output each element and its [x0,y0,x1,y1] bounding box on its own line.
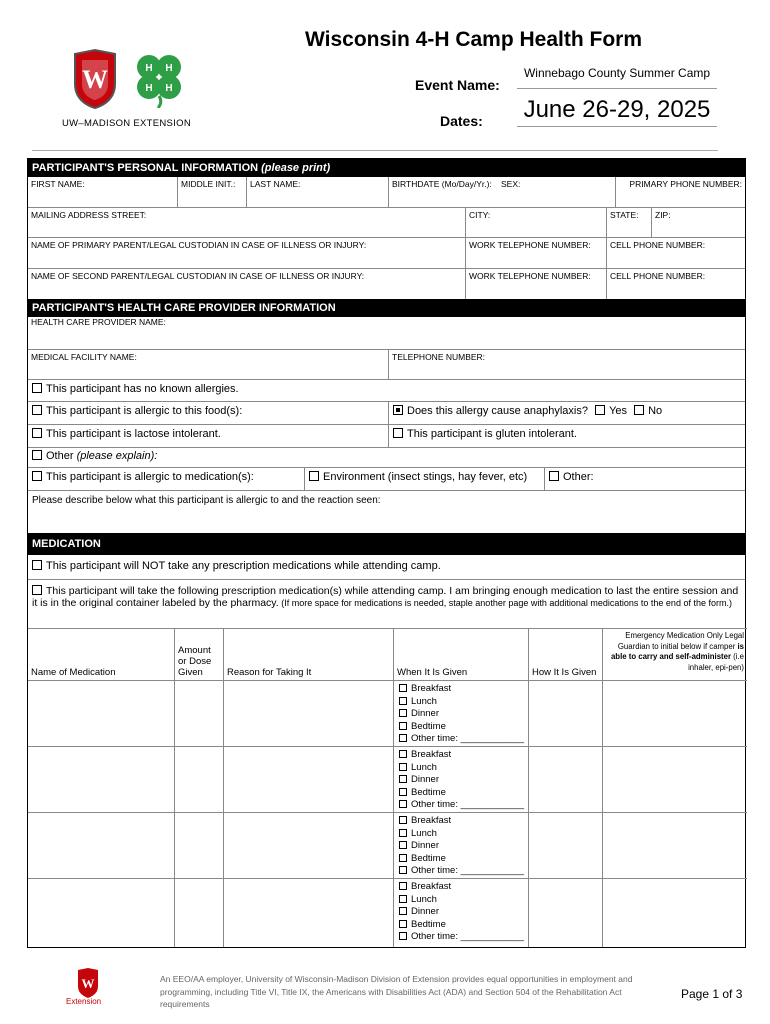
time-label: Bedtime [411,918,446,930]
time-option[interactable] [399,721,525,734]
time-checkbox[interactable] [399,684,407,692]
time-option[interactable] [399,799,525,812]
medication-reason-cell[interactable] [223,878,393,947]
city-field[interactable]: CITY: [465,208,606,237]
food-allergy-checkbox[interactable] [32,405,42,415]
will-take-medication-option[interactable]: This participant will take the following prescription medication(s) while attending camp. I am bringing enough medication to last the entire session and it is in the original container labeled by the pharmacy. (If more space for medications is needed, staple another page with additional medications to the end of the form.) [32,585,739,609]
event-name-value[interactable]: Winnebago County Summer Camp [517,66,717,89]
time-option[interactable] [399,749,525,762]
time-label: Dinner [411,774,439,786]
time-option[interactable] [399,733,525,746]
time-label: Other time: ____________ [411,733,525,745]
anaphylaxis-checkbox[interactable] [393,405,403,415]
svg-text:H: H [165,83,173,94]
time-checkbox[interactable] [399,788,407,796]
time-option[interactable] [399,931,525,944]
environment-allergy-option[interactable]: Environment (insect stings, hay fever, etc) [304,468,544,490]
facility-name-field[interactable]: MEDICAL FACILITY NAME: [31,352,137,362]
extension-footer-label: Extension [66,997,102,1006]
medication-header [28,533,745,555]
environment-allergy-checkbox[interactable] [309,471,319,481]
uw-crest-logo [70,48,120,110]
time-label: Lunch [411,695,437,707]
svg-text:W: W [82,65,108,94]
time-checkbox[interactable] [399,829,407,837]
time-option[interactable] [399,865,525,878]
other-allergy-2-checkbox[interactable] [549,471,559,481]
medication-name-cell[interactable] [28,812,174,878]
svg-text:H: H [145,83,153,94]
time-label: Lunch [411,827,437,839]
time-option[interactable] [399,894,525,907]
time-label: Dinner [411,906,439,918]
mailing-address-field[interactable]: MAILING ADDRESS STREET: [31,210,147,220]
col-reason-header: Reason for Taking It [223,628,393,680]
time-checkbox[interactable] [399,697,407,705]
gluten-option[interactable]: This participant is gluten intolerant. [388,425,745,447]
medication-how-cell[interactable] [528,746,602,812]
time-option[interactable] [399,828,525,841]
time-checkbox[interactable] [399,866,407,874]
time-option[interactable] [399,815,525,828]
no-medication-option[interactable]: This participant will NOT take any prescription medications while attending camp. [28,555,745,579]
allergy-description-field[interactable]: Please describe below what this participant is allergic to and the reaction seen: [32,495,381,506]
time-checkbox[interactable] [399,734,407,742]
primary-parent-field[interactable]: NAME OF PRIMARY PARENT/LEGAL CUSTODIAN IN CASE OF ILLNESS OR INJURY: [31,240,367,250]
col-how-header: How It Is Given [528,628,602,680]
first-name-field[interactable]: FIRST NAME: [31,179,85,189]
medication-when-cell [393,680,528,746]
lactose-option[interactable]: This participant is lactose intolerant. [28,425,388,447]
time-option[interactable] [399,774,525,787]
second-parent-field[interactable]: NAME OF SECOND PARENT/LEGAL CUSTODIAN IN CASE OF ILLNESS OR INJURY: [31,271,365,281]
header-divider [32,150,718,151]
medication-how-cell[interactable] [528,878,602,947]
gluten-checkbox[interactable] [393,428,403,438]
time-checkbox[interactable] [399,750,407,758]
cell-phone-2-field[interactable]: CELL PHONE NUMBER: [606,269,745,299]
time-checkbox[interactable] [399,882,407,890]
time-label: Other time: ____________ [411,865,525,877]
facility-phone-field[interactable]: TELEPHONE NUMBER: [388,350,745,379]
medication-dose-cell[interactable] [174,812,223,878]
time-checkbox[interactable] [399,816,407,824]
no-allergies-checkbox[interactable] [32,383,42,393]
medication-when-cell [393,878,528,947]
time-option[interactable] [399,708,525,721]
time-checkbox[interactable] [399,907,407,915]
time-label: Bedtime [411,852,446,864]
medication-how-cell[interactable] [528,812,602,878]
time-label: Lunch [411,761,437,773]
will-take-medication-checkbox[interactable] [32,585,42,595]
time-label: Lunch [411,893,437,905]
uw-extension-label: UW–MADISON EXTENSION [62,118,191,129]
svg-text:W: W [81,976,95,991]
state-field[interactable]: STATE: [606,208,651,237]
time-label: Breakfast [411,683,452,694]
time-label: Other time: ____________ [411,931,525,943]
provider-title: PARTICIPANT'S HEALTH CARE PROVIDER INFORMATION [32,302,336,314]
time-label: Breakfast [411,749,452,760]
form-title: Wisconsin 4-H Camp Health Form [305,28,643,51]
time-label: Dinner [411,708,439,720]
col-name-header: Name of Medication [28,628,174,680]
medication-table [28,628,745,680]
work-phone-1-field[interactable]: WORK TELEPHONE NUMBER: [465,238,606,268]
food-allergy-option[interactable]: This participant is allergic to this food(s): [28,402,388,424]
medication-dose-cell[interactable] [174,746,223,812]
time-option[interactable] [399,762,525,775]
time-checkbox[interactable] [399,800,407,808]
provider-header [28,299,745,317]
time-label: Bedtime [411,786,446,798]
medication-rows [28,680,745,947]
medication-reason-cell[interactable] [223,812,393,878]
provider-name-field[interactable]: HEALTH CARE PROVIDER NAME: [31,317,166,327]
time-label: Breakfast [411,881,452,892]
time-checkbox[interactable] [399,722,407,730]
personal-info-title: PARTICIPANT'S PERSONAL INFORMATION [32,162,262,174]
medication-allergy-checkbox[interactable] [32,471,42,481]
time-option[interactable] [399,906,525,919]
primary-phone-field[interactable]: PRIMARY PHONE NUMBER: [615,177,745,207]
time-checkbox[interactable] [399,854,407,862]
time-option[interactable] [399,881,525,894]
medication-allergy-option[interactable]: This participant is allergic to medication(s): [28,468,304,490]
time-checkbox[interactable] [399,763,407,771]
other-allergy-option[interactable]: Other (please explain): [28,448,745,467]
medication-name-cell[interactable] [28,746,174,812]
event-name-label: Event Name: [415,77,500,93]
work-phone-2-field[interactable]: WORK TELEPHONE NUMBER: [465,269,606,299]
emergency-initial-cell[interactable] [602,812,747,878]
zip-field[interactable]: ZIP: [651,208,745,237]
time-label: Breakfast [411,815,452,826]
no-medication-checkbox[interactable] [32,560,42,570]
cell-phone-1-field[interactable]: CELL PHONE NUMBER: [606,238,745,268]
lactose-checkbox[interactable] [32,428,42,438]
time-checkbox[interactable] [399,920,407,928]
middle-init-field[interactable]: MIDDLE INIT.: [177,177,246,207]
col-emergency-header: Emergency Medication Only Legal Guardian to initial below if camper is able to carry and self-administer (i.e inhaler, epi-pen) [602,628,747,680]
time-option[interactable] [399,853,525,866]
health-form [27,158,746,948]
time-option[interactable] [399,683,525,696]
emergency-initial-cell[interactable] [602,746,747,812]
time-checkbox[interactable] [399,709,407,717]
medication-name-cell[interactable] [28,680,174,746]
time-checkbox[interactable] [399,841,407,849]
no-allergies-option[interactable]: This participant has no known allergies. [28,380,745,401]
svg-text:H: H [145,63,153,74]
sex-field[interactable]: SEX: [501,179,521,189]
eeo-statement: An EEO/AA employer, University of Wisconsin-Madison Division of Extension provides equal opportunities in employment and programming, including Title VI, Title IX, the Americans with Disabilities Act (ADA) and Section 504 of the Rehabilitation Act requirements [160,974,633,1009]
col-amount-header: Amount or Dose Given [174,628,223,680]
medication-reason-cell[interactable] [223,680,393,746]
last-name-field[interactable]: LAST NAME: [246,177,388,207]
time-label: Bedtime [411,720,446,732]
medication-name-cell[interactable] [28,878,174,947]
medication-how-cell[interactable] [528,680,602,746]
medication-when-cell [393,746,528,812]
col-when-header: When It Is Given [393,628,528,680]
time-label: Other time: ____________ [411,799,525,811]
dates-value[interactable]: June 26-29, 2025 [517,96,717,127]
medication-dose-cell[interactable] [174,878,223,947]
personal-info-header [28,159,745,177]
medication-reason-cell[interactable] [223,746,393,812]
anaphylaxis-yes-checkbox[interactable] [595,405,605,415]
other-allergy-checkbox[interactable] [32,450,42,460]
four-h-clover-logo [130,50,188,108]
svg-text:H: H [165,63,173,74]
emergency-initial-cell[interactable] [602,680,747,746]
time-option[interactable] [399,919,525,932]
medication-title: MEDICATION [32,538,101,550]
medication-dose-cell[interactable] [174,680,223,746]
time-option[interactable] [399,787,525,800]
anaphylaxis-no-checkbox[interactable] [634,405,644,415]
page-number: Page 1 of 3 [681,987,743,1001]
emergency-initial-cell[interactable] [602,878,747,947]
birthdate-field[interactable]: BIRTHDATE (Mo/Day/Yr.): [388,177,498,207]
time-label: Dinner [411,840,439,852]
medication-when-cell [393,812,528,878]
dates-label: Dates: [440,113,483,129]
time-checkbox[interactable] [399,932,407,940]
time-checkbox[interactable] [399,895,407,903]
anaphylaxis-question: Does this allergy cause anaphylaxis? Yes No [388,402,745,424]
time-option[interactable] [399,840,525,853]
time-checkbox[interactable] [399,775,407,783]
other-allergy-2-option[interactable]: Other: [544,468,745,490]
time-option[interactable] [399,696,525,709]
personal-info-note: (please print) [261,162,331,174]
